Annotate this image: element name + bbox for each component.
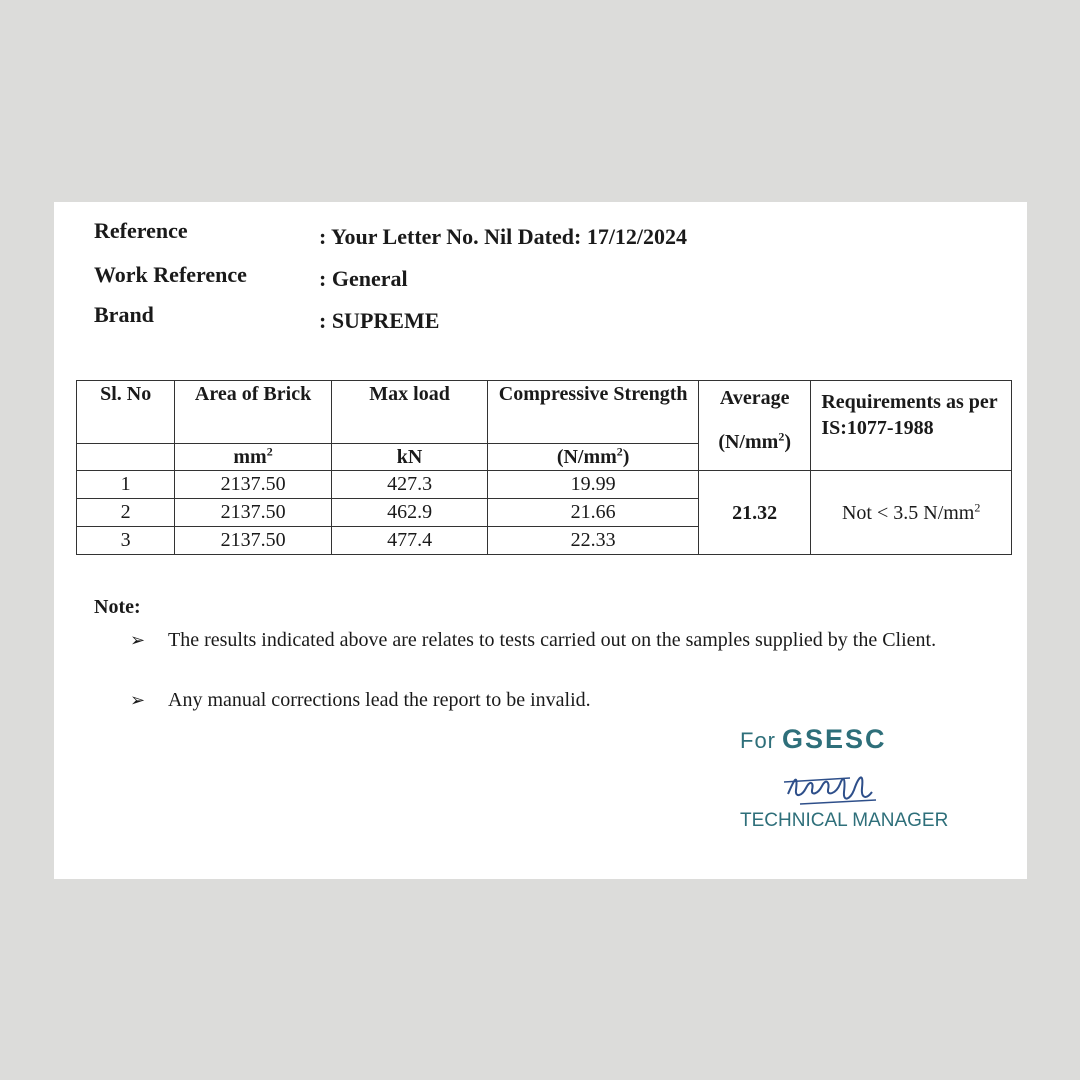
cell-area: 2137.50 [175,499,332,527]
cell-requirement [811,471,1012,555]
reference-label: Reference [94,218,188,243]
area-unit-exp: 2 [266,444,273,459]
note-title: Note: [94,596,141,618]
header-requirements: Requirements as per IS:1077-1988 [811,381,1012,471]
avg-unit-close: ) [784,431,791,453]
cell-load: 477.4 [331,527,488,555]
cell-sl: 1 [77,471,175,499]
cell-area: 2137.50 [175,527,332,555]
avg-unit-exp: 2 [778,429,785,444]
note-text: Any manual corrections lead the report to be invalid. [168,689,591,711]
cell-strength: 19.99 [488,471,699,499]
stamp-org: GSESC [782,724,887,754]
report-sheet [54,202,1027,879]
unit-sl-empty [77,444,175,471]
cell-strength: 22.33 [488,527,699,555]
arrow-bullet-icon: ➢ [130,690,146,710]
results-table [76,380,1012,555]
note-section [94,596,937,711]
cell-load: 427.3 [331,471,488,499]
requirement-exp: 2 [974,499,981,514]
cell-sl: 3 [77,527,175,555]
brand-value: : SUPREME [319,308,440,333]
header-sl-no: Sl. No [77,381,175,444]
unit-load: kN [331,444,488,471]
header-strength: Compressive Strength [488,381,699,444]
cell-strength: 21.66 [488,499,699,527]
work-reference-label: Work Reference [94,262,247,287]
stamp-for-label: For [740,728,776,753]
cell-area: 2137.50 [175,471,332,499]
brand-label: Brand [94,302,154,327]
header-max-load: Max load [331,381,488,444]
area-unit-base: mm [233,446,267,468]
strength-unit-exp: 2 [616,444,623,459]
stamp-for [740,724,887,755]
strength-unit-base: (N/mm [556,446,617,468]
cell-load: 462.9 [331,499,488,527]
header-area: Area of Brick [175,381,332,444]
arrow-bullet-icon: ➢ [130,630,146,650]
reference-value: : Your Letter No. Nil Dated: 17/12/2024 [319,224,688,249]
table-header-row [77,381,1012,444]
cell-sl: 2 [77,499,175,527]
cell-average: 21.32 [698,471,810,555]
requirement-base: Not < 3.5 N/mm [841,501,975,524]
unit-area [175,444,332,471]
header-average [698,381,810,471]
avg-unit-base: (N/mm [718,431,779,453]
unit-strength [488,444,699,471]
stamp-title: TECHNICAL MANAGER [740,810,949,831]
note-text: The results indicated above are relates to tests carried out on the samples supplied by the Client. [168,629,937,651]
work-reference-value: : General [319,266,408,291]
header-average-label: Average [719,387,790,409]
header-average-unit [703,429,806,455]
strength-unit-close: ) [622,446,630,468]
signature-icon [780,760,900,810]
table-row [77,471,1012,499]
